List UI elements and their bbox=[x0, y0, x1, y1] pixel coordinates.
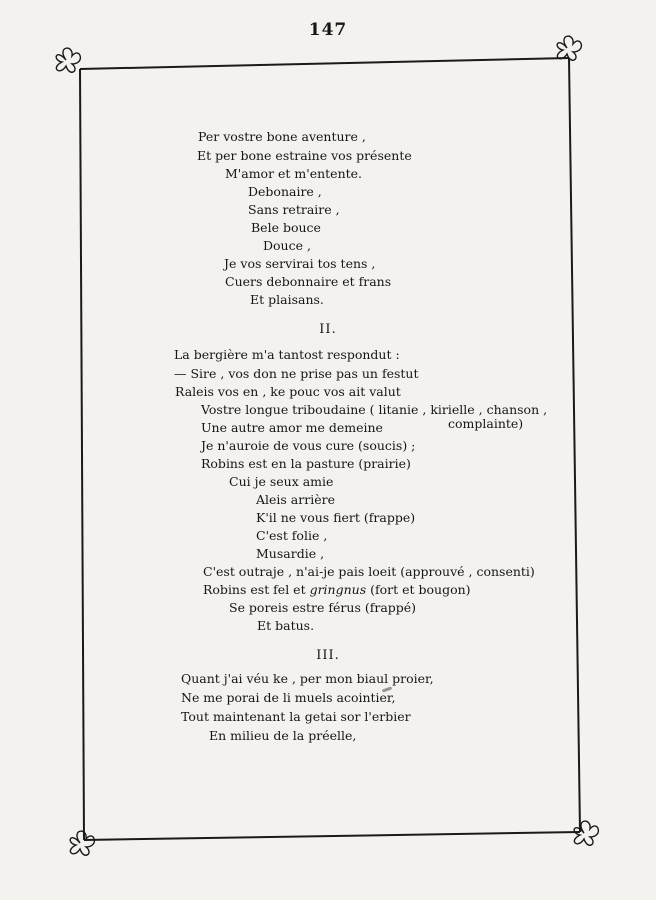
corner-ornament-bottom-left-icon bbox=[70, 831, 94, 855]
verse-line: Debonaire , bbox=[248, 184, 322, 199]
italic-word: gringnus bbox=[309, 582, 367, 597]
verse-line: Sans retraire , bbox=[248, 202, 340, 217]
verse-line: Et batus. bbox=[257, 618, 315, 633]
verse-text: (fort et bougon) bbox=[366, 582, 471, 597]
corner-ornament-top-left-icon bbox=[56, 48, 80, 72]
verse-line: Robins est en la pasture (prairie) bbox=[201, 456, 411, 471]
verse-line: Je n'auroie de vous cure (soucis) ; bbox=[201, 438, 416, 453]
verse-line: C'est outraje , n'ai-je pais loeit (approuvé , consenti) bbox=[203, 564, 535, 579]
border-right-line bbox=[569, 58, 580, 832]
corner-ornament-bottom-right-icon bbox=[574, 821, 598, 845]
verse-line: Per vostre bone aventure , bbox=[198, 129, 366, 144]
verse-line: Et plaisans. bbox=[250, 292, 324, 307]
page-number: 147 bbox=[308, 20, 348, 40]
verse-line-robins bbox=[203, 584, 471, 597]
verse-line: — Sire , vos don ne prise pas un festut bbox=[174, 366, 419, 381]
verse-text: Robins est fel et bbox=[203, 582, 310, 597]
verse-line: En milieu de la préelle, bbox=[209, 728, 357, 743]
verse-line: Cui je seux amie bbox=[229, 474, 334, 489]
verse-line: Quant j'ai véu ke , per mon biaul proier, bbox=[181, 671, 434, 686]
verse-line: La bergière m'a tantost respondut : bbox=[174, 347, 400, 362]
verse-line: C'est folie , bbox=[256, 528, 328, 543]
verse-line: Tout maintenant la getai sor l'erbier bbox=[181, 709, 411, 724]
verse-line: Se poreis estre férus (frappé) bbox=[229, 600, 417, 615]
verse-line: Ne me porai de li muels acointier, bbox=[181, 690, 396, 705]
verse-line: Douce , bbox=[263, 238, 311, 253]
verse-line: Raleis vos en , ke pouc vos ait valut bbox=[175, 384, 401, 399]
gloss-continuation: complainte) bbox=[448, 416, 524, 431]
verse-line: Aleis arrière bbox=[256, 492, 335, 507]
verse-line: Une autre amor me demeine bbox=[201, 420, 383, 435]
border-left-line bbox=[80, 69, 84, 840]
stanza-heading-2: II. bbox=[319, 322, 337, 337]
verse-line: Cuers debonnaire et frans bbox=[225, 274, 392, 289]
corner-ornament-top-right-icon bbox=[557, 36, 581, 60]
verse-line: K'il ne vous fiert (frappe) bbox=[256, 510, 416, 525]
verse-line: M'amor et m'entente. bbox=[225, 166, 363, 181]
verse-line: Musardie , bbox=[256, 546, 325, 561]
border-bottom-line bbox=[84, 832, 580, 840]
verse-line: Bele bouce bbox=[251, 220, 321, 235]
stanza-heading-3: III. bbox=[316, 648, 340, 663]
verse-line: Je vos servirai tos tens , bbox=[224, 256, 376, 271]
verse-line: Et per bone estraine vos présente bbox=[197, 148, 412, 163]
verse-line: Vostre longue triboudaine ( litanie , kirielle , chanson , bbox=[201, 402, 548, 417]
border-top-line bbox=[80, 58, 569, 69]
